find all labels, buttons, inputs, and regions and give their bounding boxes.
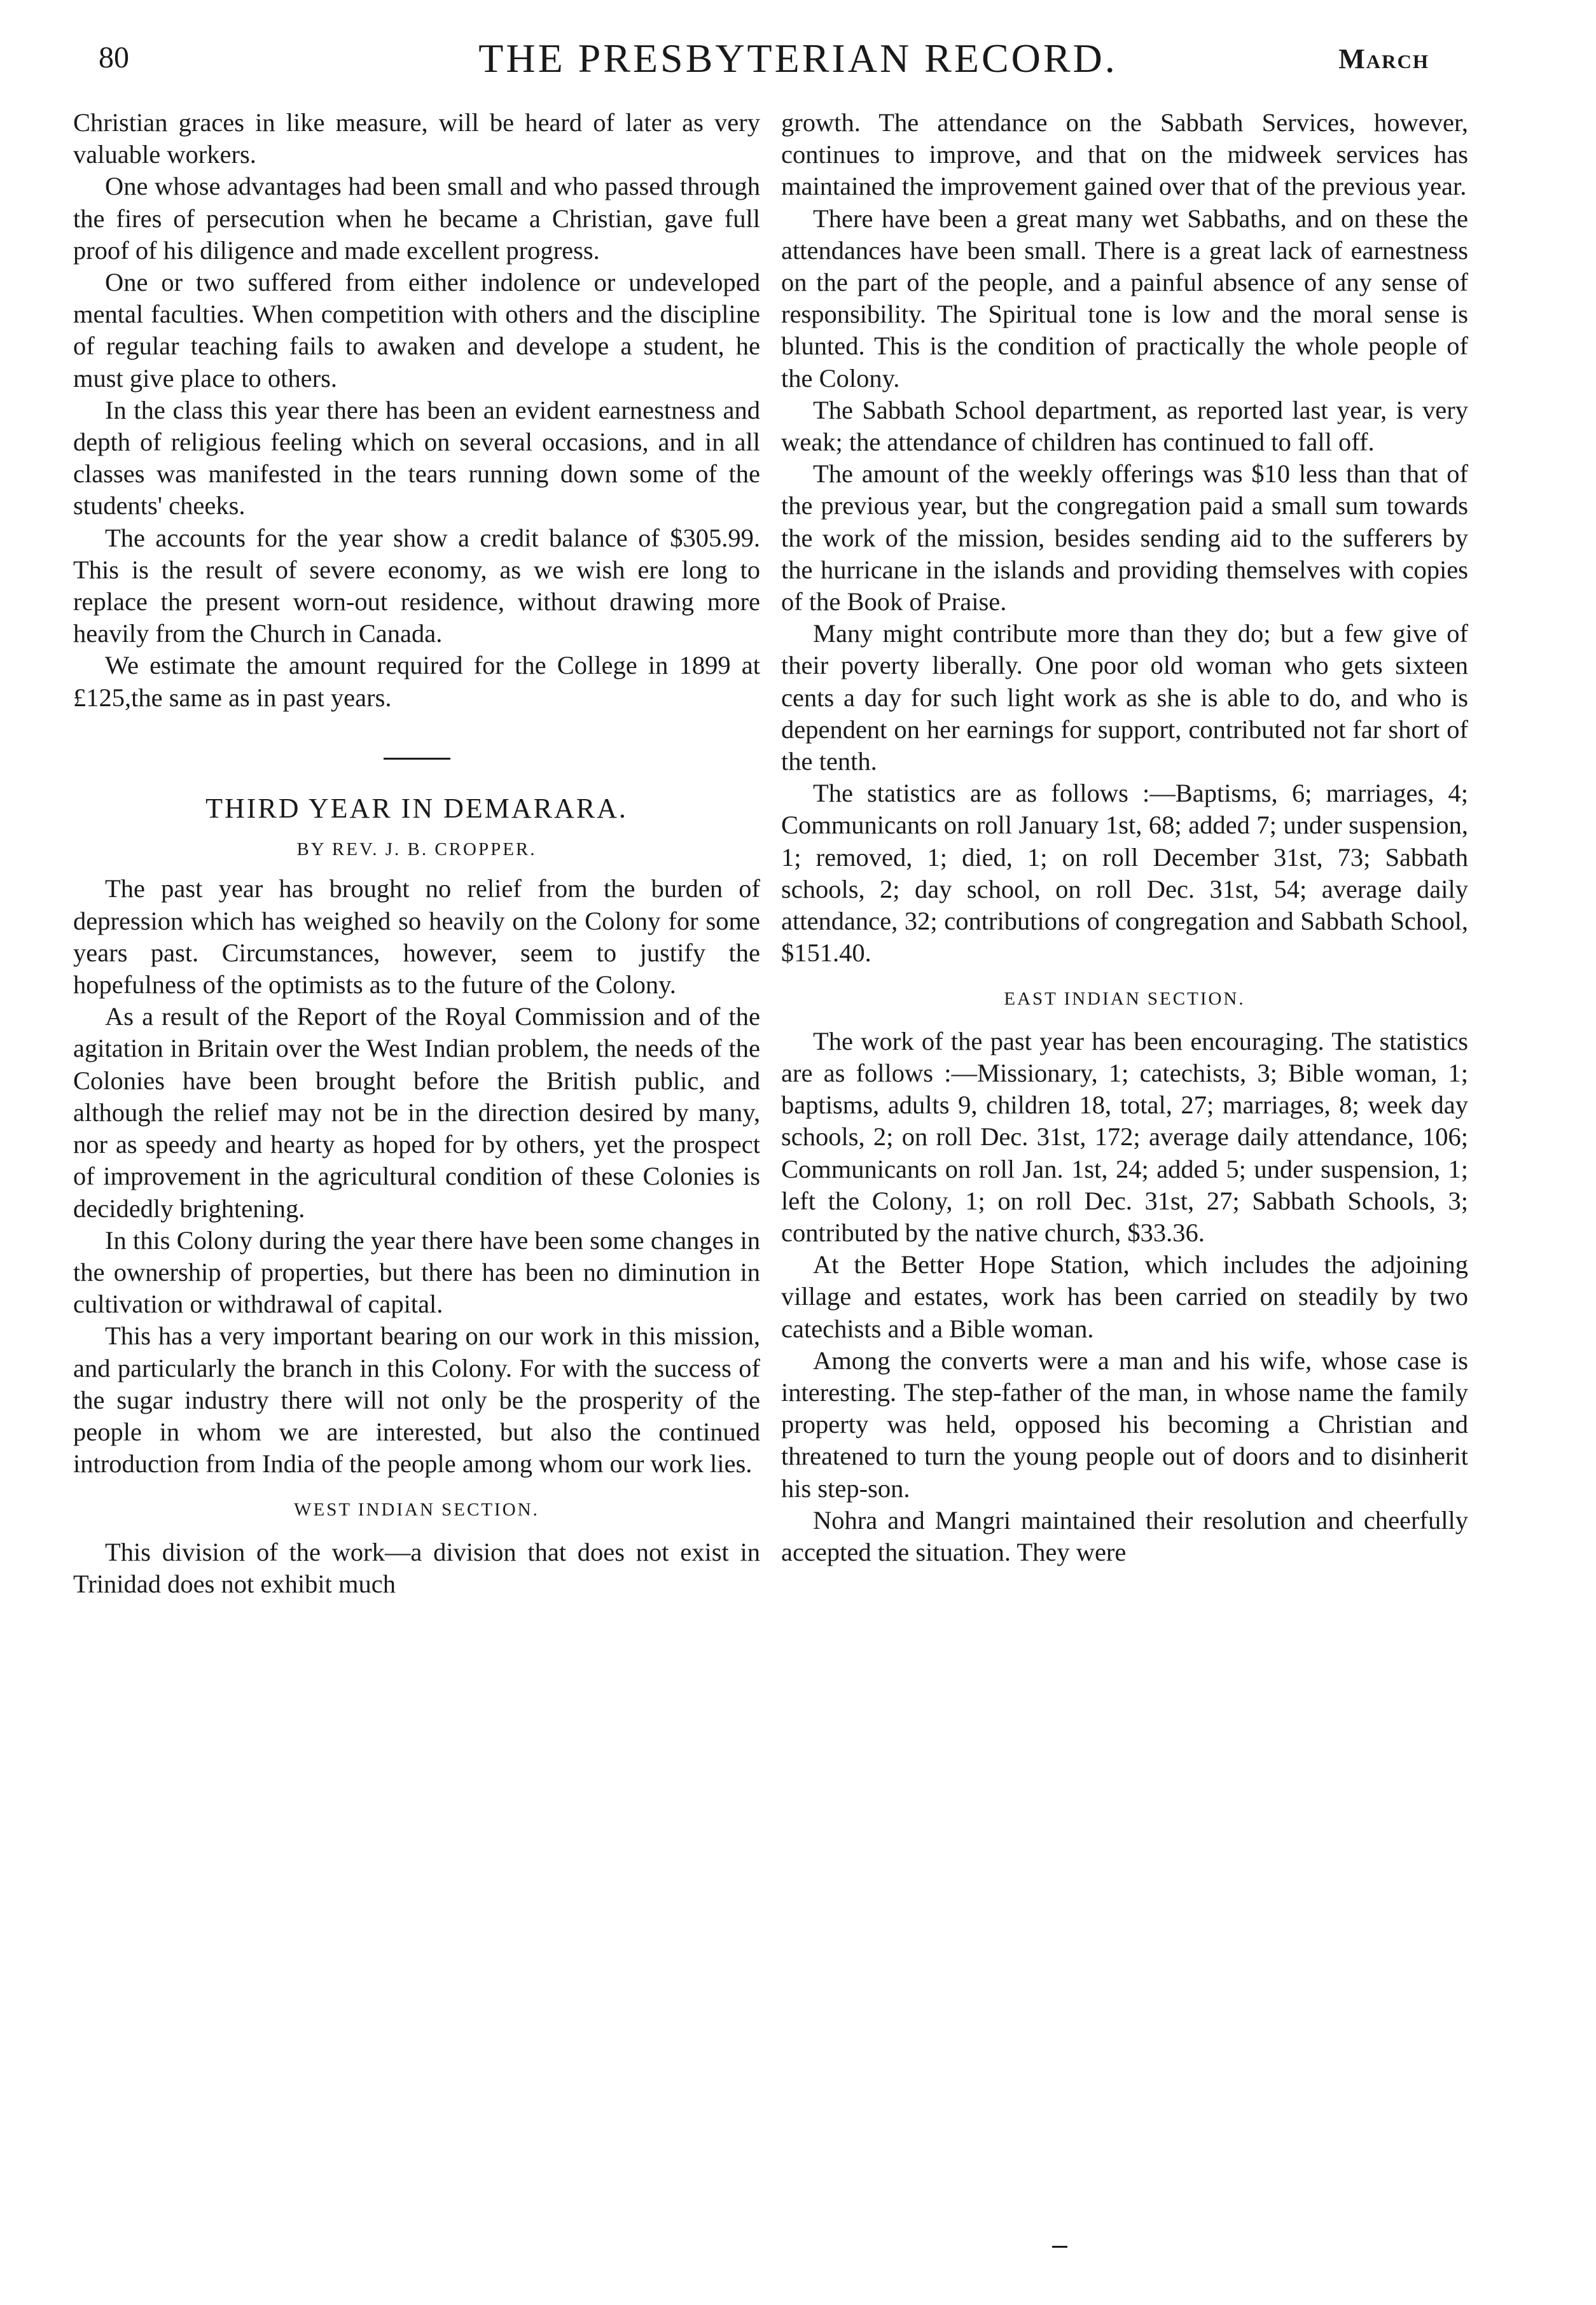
- paragraph: In the class this year there has been an evident earnestness and depth of religious feeling which on several occasions, and in all classes was manifested in the tears running down some of the students' cheeks.: [73, 395, 760, 520]
- section-separator: [73, 735, 760, 767]
- paragraph: Nohra and Mangri maintained their resolution and cheerfully accepted the situation. They were: [781, 1505, 1468, 1566]
- paragraph: Christian graces in like measure, will be heard of later as very valuable workers.: [73, 108, 760, 169]
- footer-dash: [1052, 2246, 1067, 2248]
- paragraph: There have been a great many wet Sabbaths, and on these the attendances have been small. There is a great lack of earnestness on the part of the people, and a painful absence of any sense of responsibility. The Spiritual tone is low and the moral sense is blunted. This is the condition of practically the whole people of the Colony.: [781, 204, 1468, 393]
- paragraph: The statistics are as follows :—Baptisms, 6; marriages, 4; Communicants on roll January 1st, 68; added 7; under suspension, 1; removed, 1; died, 1; on roll December 31st, 73; Sabbath schools, 2; day school, on roll Dec. 31st, 54; average daily attendance, 32; contributions of congregation and Sabbath School, $151.40.: [781, 779, 1468, 968]
- paragraph: At the Better Hope Station, which includes the adjoining village and estates, work has been carried on steadily by two catechists and a Bible woman.: [781, 1250, 1468, 1343]
- paragraph: This has a very important bearing on our work in this mission, and particularly the branch in this Colony. For with the success of the sugar industry there will not only be the prosperity of the people in whom we are interested, but also the continued introduction from India of the people among whom our work lies.: [73, 1321, 760, 1479]
- paragraph: The amount of the weekly offerings was $10 less than that of the previous year, but the congregation paid a small sum towards the work of the mission, besides sending aid to the sufferers by the hurricane in the islands and providing themselves with copies of the Book of Praise.: [781, 459, 1468, 616]
- paragraph: growth. The attendance on the Sabbath Services, however, continues to improve, and that on the midweek services has maintained the improvement gained over that of the previous year.: [781, 108, 1468, 201]
- paragraph: The accounts for the year show a credit balance of $305.99. This is the result of severe economy, as we wish ere long to replace the present worn-out residence, without drawing more heavily from the Church in Canada.: [73, 523, 760, 648]
- paragraph: We estimate the amount required for the College in 1899 at £125,the same as in past years.: [73, 651, 760, 712]
- article-byline: BY REV. J. B. CROPPER.: [296, 839, 537, 860]
- paragraph: The work of the past year has been encouraging. The statistics are as follows :—Missionary, 1; catechists, 3; Bible woman, 1; baptisms, adults 9, children 18, total, 27; marriages, 8; week day schools, 2; on roll Dec. 31st, 172; average daily attendance, 106; Communicants on roll Jan. 1st, 24; added 5; under suspension, 1; left the Colony, 1; on roll Dec. 31st, 27; Sabbath Schools, 3; contributed by the native church, $33.36.: [781, 1026, 1468, 1247]
- article-title: THIRD YEAR IN DEMARARA.: [205, 793, 628, 825]
- paragraph: Among the converts were a man and his wife, whose case is interesting. The step-father of the man, in whose name the family property was held, opposed his becoming a Christian and threatened to turn the young people out of doors and to disinherit his step-son.: [781, 1346, 1468, 1503]
- left-column: [73, 107, 760, 1600]
- page-number: 80: [99, 41, 129, 74]
- paragraph: One whose advantages had been small and who passed through the fires of persecution when he became a Christian, gave full proof of his diligence and made excellent progress.: [73, 172, 760, 265]
- section-heading-east-indian: EAST INDIAN SECTION.: [1004, 989, 1246, 1010]
- paragraph: In this Colony during the year there have been some changes in the ownership of properties, but there has been no diminution in cultivation or withdrawal of capital.: [73, 1225, 760, 1319]
- journal-title: THE PRESBYTERIAN RECORD.: [478, 36, 1118, 81]
- section-heading-west-indian: WEST INDIAN SECTION.: [294, 1500, 539, 1521]
- paragraph: This division of the work—a division that does not exist in Trinidad does not exhibit much: [73, 1537, 760, 1598]
- issue-month: March: [1338, 43, 1429, 74]
- paragraph: Many might contribute more than they do; but a few give of their poverty liberally. One poor old woman who gets sixteen cents a day for such light work as she is able to do, and who is dependent on her earnings for support, contributed not far short of the tenth.: [781, 619, 1468, 776]
- paragraph: As a result of the Report of the Royal Commission and of the agitation in Britain over the West Indian problem, the needs of the Colonies have been brought before the British public, and although the relief may not be in the direction desired by many, nor as speedy and hearty as hoped for by others, yet the prospect of improvement in the agricultural condition of these Colonies is decidedly brightening.: [73, 1002, 760, 1223]
- page-header: [0, 35, 1596, 86]
- paragraph: The past year has brought no relief from the burden of depression which has weighed so heavily on the Colony for some years past. Circumstances, however, seem to justify the hopefulness of the optimists as to the future of the Colony.: [73, 874, 760, 999]
- paragraph: One or two suffered from either indolence or undeveloped mental faculties. When competition with others and the discipline of regular teaching fails to awaken and develope a student, he must give place to others.: [73, 268, 760, 393]
- paragraph: The Sabbath School department, as reported last year, is very weak; the attendance of children has continued to fall off.: [781, 395, 1468, 457]
- right-column: [781, 107, 1468, 1568]
